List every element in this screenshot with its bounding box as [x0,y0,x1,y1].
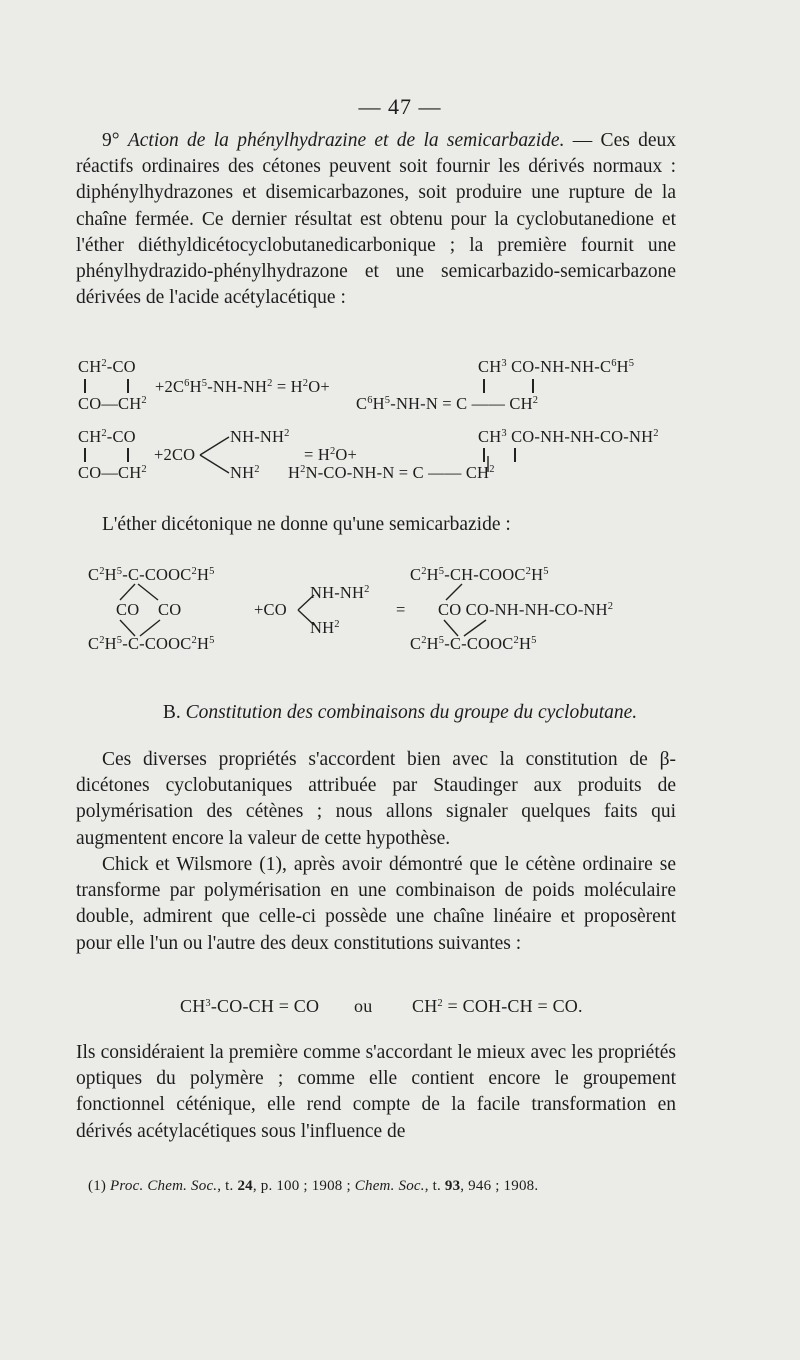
f3-right-middle: CO $CO-NH-NH-CO-NH^2$ [438,600,614,619]
page-number: — 47 — [358,94,442,119]
f2-nh-bottom: $NH^2$ [230,463,260,482]
paragraph-b3: Ils considéraient la première comme s'accordant le mieux avec les propriétés optiques du polymère ; comme elle contient encore le groupement fonctionnel céténique, elle rend compte de la facile transformation en dérivés acétylacétiques sous l'influence de [76,1042,676,1142]
f1-reactant-bottom: $CO—CH^2$ [78,394,147,413]
f2-reactant-top: $CH^2-CO$ [78,427,136,446]
f3-right-top: $C^2H^5-CH-COOC^2H^5$ [410,565,549,584]
paragraph-b2: Chick et Wilsmore (1), après avoir démontré que le cétène ordinaire se transforme par polymérisation en une combinaison de poids moléculaire double, admirent que celle-ci possède une chaîne linéaire et proposèrent pour elle l'un ou l'autre des deux constitutions suivantes : [76,854,676,954]
f2-water: = $H^2O+$ [304,445,358,464]
constitution-b: $CH^2 = COH-CH$ = CO. [412,996,583,1016]
f3-rring-lr [464,620,486,636]
section-9-title: Action de la phénylhydrazine et de la semicarbazide. [127,130,565,151]
f3-branch-up [298,595,314,610]
f1-reactant-top: $CH^2-CO$ [78,357,136,376]
footnote: (1) Proc. Chem. Soc., t. 24, p. 100 ; 1908 ; Chem. Soc., t. 93, 946 ; 1908. [88,1178,539,1194]
f3-left-top: $C^2H^5-C-COOC^2H^5$ [88,565,215,584]
f3-left-co-left: CO [116,600,140,619]
f2-product-bottom: $H^2N-CO-NH-N = C$ —— $CH^2$ [288,463,495,482]
f3-ring-ll [120,620,135,636]
section-9-number: 9° [102,130,120,151]
f3-ring-ur [138,584,158,600]
f3-left-co-right: CO [158,600,182,619]
constitution-or: ou [354,996,373,1016]
paragraph-b1: Ces diverses propriétés s'accordent bien avec la constitution de β-dicétones cyclobutaniques attribuée par Staudinger aux produits de polymérisation des cétènes ; nous allons signaler quelques faits qui augmentent encore la valeur de cette hypothèse. [76,749,676,849]
f3-ring-ul [120,584,135,600]
f3-left-bottom: $C^2H^5-C-COOC^2H^5$ [88,634,215,653]
section-b-heading: B. Constitution des combinaisons du groupe du cyclobutane. [162,702,638,723]
f3-branch-down [298,610,314,625]
f3-right-bottom: $C^2H^5-C-COOC^2H^5$ [410,634,537,653]
constitution-a: $CH^3-CO-CH$ = CO [180,996,320,1016]
f3-rring-ll [444,620,458,636]
f3-ring-lr [140,620,160,636]
f1-product-bottom: $C^6H^5-NH-N = C$ —— $CH^2$ [356,394,539,413]
f3-rring-ul [446,584,462,600]
section-9-text: — Ces deux réactifs ordinaires des cétones peuvent soit fournir les dérivés normaux : diphénylhydrazones et disemicarbazones, soit produire une rupture de la chaîne fermée. Ce dernier résultat est obtenu pour la cyclobutanedione et l'éther diéthyldicétocyclobutanedicarbonique ; la première fournit une phénylhydrazido-phénylhydrazone et une semicarbazido-semicarbazone dérivées de l'acide acétylacétique : [76,130,677,309]
ether-paragraph: L'éther dicétonique ne donne qu'une semicarbazide : [102,514,511,535]
f2-branch-down [200,455,229,473]
f2-product-top: $CH^3$ $CO-NH-NH-CO-NH^2$ [478,427,659,446]
f2-reagent: +2CO [154,445,196,464]
f3-equals: = [396,600,406,619]
f1-reagent: $+2C^6H^5-NH-NH^2 = H^2O+$ [155,377,330,396]
f1-product-top: $CH^3$ $CO-NH-NH-C^6H^5$ [478,357,635,376]
f3-nh-top: $NH-NH^2$ [310,583,370,602]
f2-nh-top: $NH-NH^2$ [230,427,290,446]
f3-nh-bottom: $NH^2$ [310,618,340,637]
f3-reagent: +CO [254,600,287,619]
f2-branch-up [200,437,229,455]
f2-reactant-bottom: $CO—CH^2$ [78,463,147,482]
